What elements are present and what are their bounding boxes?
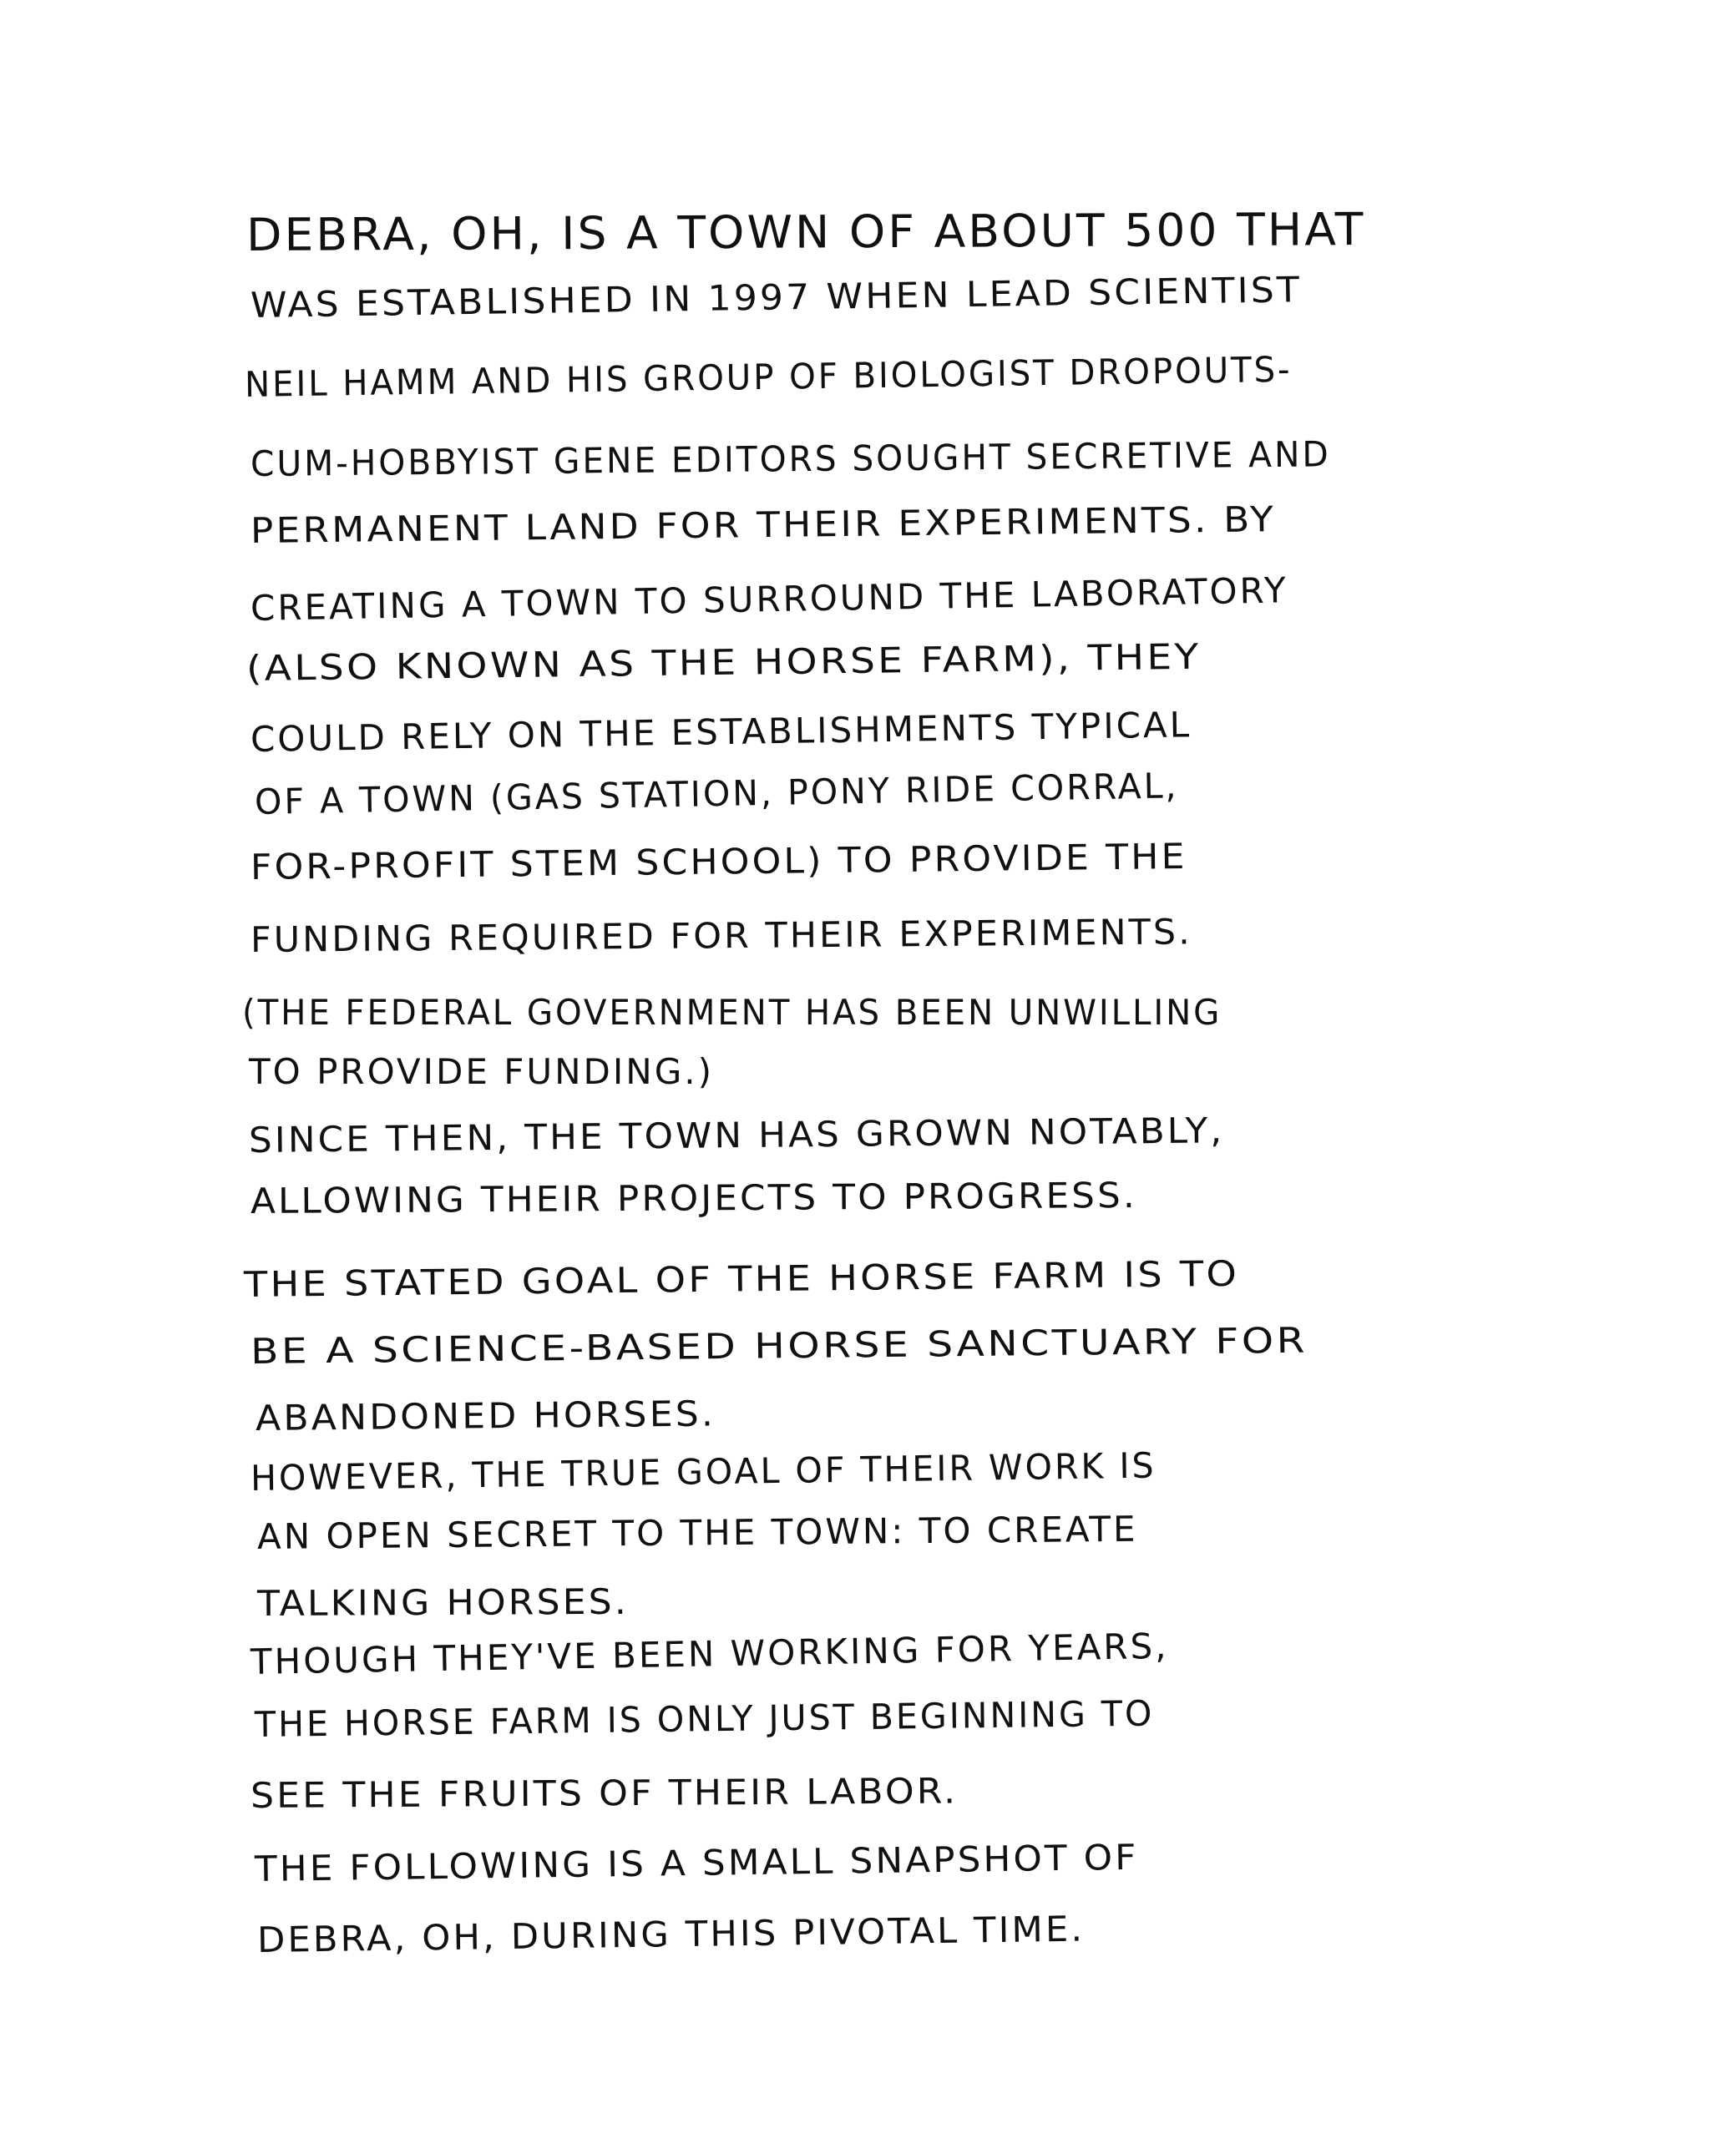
text-line-12: (THE FEDERAL GOVERNMENT HAS BEEN UNWILLING [242,992,1222,1033]
text-line-21: TALKING HORSES. [256,1580,630,1624]
text-line-4: CUM-HOBBYIST GENE EDITORS SOUGHT SECRETIVE AND [250,433,1331,484]
text-line-3: NEIL HAMM AND HIS GROUP OF BIOLOGIST DROPOUTS- [244,348,1293,405]
text-line-6: CREATING A TOWN TO SURROUND THE LABORATORY [250,569,1289,629]
text-line-17: BE A SCIENCE-BASED HORSE SANCTUARY FOR [250,1319,1308,1372]
text-line-25: THE FOLLOWING IS A SMALL SNAPSHOT OF [254,1836,1139,1889]
text-line-19: HOWEVER, THE TRUE GOAL OF THEIR WORK IS [250,1444,1156,1499]
text-line-22: THOUGH THEY'VE BEEN WORKING FOR YEARS, [250,1625,1169,1682]
text-line-1: DEBRA, OH, IS A TOWN OF ABOUT 500 THAT [245,203,1366,261]
text-line-8: COULD RELY ON THE ESTABLISHMENTS TYPICAL [250,704,1192,760]
text-line-20: AN OPEN SECRET TO THE TOWN: TO CREATE [256,1508,1138,1557]
text-line-16: THE STATED GOAL OF THE HORSE FARM IS TO [243,1252,1240,1305]
text-line-24: SEE THE FRUITS OF THEIR LABOR. [250,1770,959,1816]
text-line-23: THE HORSE FARM IS ONLY JUST BEGINNING TO [254,1692,1155,1745]
text-line-7: (ALSO KNOWN AS THE HORSE FARM), THEY [245,635,1202,689]
text-line-9: OF A TOWN (GAS STATION, PONY RIDE CORRAL, [254,765,1179,822]
text-line-5: PERMANENT LAND FOR THEIR EXPERIMENTS. BY [250,498,1277,551]
text-line-2: WAS ESTABLISHED IN 1997 WHEN LEAD SCIENTIST [250,269,1303,326]
text-line-18: ABANDONED HORSES. [255,1393,716,1439]
text-line-26: DEBRA, OH, DURING THIS PIVOTAL TIME. [256,1908,1086,1960]
text-line-15: ALLOWING THEIR PROJECTS TO PROGRESS. [250,1174,1138,1221]
text-line-14: SINCE THEN, THE TOWN HAS GROWN NOTABLY, [248,1110,1225,1161]
text-line-11: FUNDING REQUIRED FOR THEIR EXPERIMENTS. [250,911,1193,960]
text-line-10: FOR-PROFIT STEM SCHOOL) TO PROVIDE THE [250,835,1187,888]
text-line-13: TO PROVIDE FUNDING.) [249,1051,714,1092]
